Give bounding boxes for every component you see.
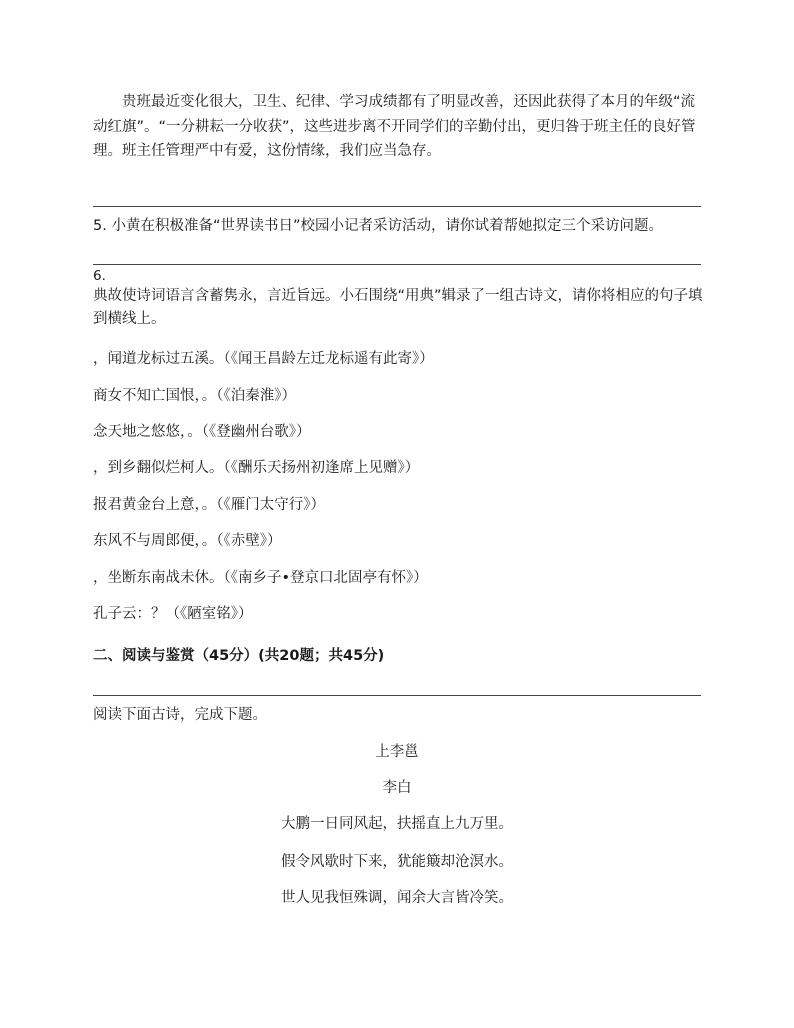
fill-in-item: 商女不知亡国恨，。（《泊秦淮》） — [93, 388, 296, 404]
divider — [93, 695, 701, 696]
fill-in-item: 念天地之悠悠，。（《登幽州台歌》） — [93, 424, 311, 440]
passage-paragraph: 贵班最近变化很大，卫生、纪律、学习成绩都有了明显改善，还因此获得了本月的年级“流动红旗”。“一分耕耘一分收获”，这些进步离不开同学们的辛勤付出，更归咎于班主任的良好管理。班主任管理严中有爱，这份情缘，我们应当急存。 — [93, 94, 696, 159]
fill-in-item: ，到乡翻似烂柯人。（《酬乐天扬州初逢席上见赠》） — [93, 460, 420, 476]
poem-line: 大鹏一日同风起，扶摇直上九万里。 — [281, 816, 513, 832]
fill-in-item: 报君黄金台上意，。（《雁门太守行》） — [93, 497, 325, 513]
divider — [93, 206, 701, 207]
poem-line: 世人见我恒殊调，闻余大言皆冷笑。 — [281, 890, 513, 906]
divider — [93, 264, 701, 265]
fill-in-item: 东风不与周郎便，。（《赤壁》） — [93, 533, 282, 549]
poem-title: 上李邕 — [375, 744, 419, 760]
fill-in-item: ，坐断东南战未休。（《南乡子•登京口北固亭有怀》） — [93, 570, 428, 586]
question-5: 5. 小黄在积极准备“世界读书日”校园小记者采访活动，请你试着帮她拟定三个采访问题。 — [93, 218, 663, 234]
poem-line: 假令风歇时下来，犹能簸却沧溟水。 — [281, 854, 513, 870]
fill-in-item: 孔子云：？（《陋室铭》） — [93, 606, 253, 622]
reading-instruction: 阅读下面古诗，完成下题。 — [93, 707, 267, 723]
section-heading: 二、阅读与鉴赏（45分）(共20题；共45分) — [93, 648, 385, 664]
fill-in-item: ，闻道龙标过五溪。（《闻王昌龄左迁龙标遥有此寄》） — [93, 351, 434, 367]
poem-author: 李白 — [382, 780, 412, 796]
question-6-number: 6. — [93, 268, 106, 284]
question-6-intro: 典故使诗词语言含蓄隽永，言近旨远。小石围绕“用典”辑录了一组古诗文，请你将相应的句子填到横线上。 — [93, 288, 703, 327]
